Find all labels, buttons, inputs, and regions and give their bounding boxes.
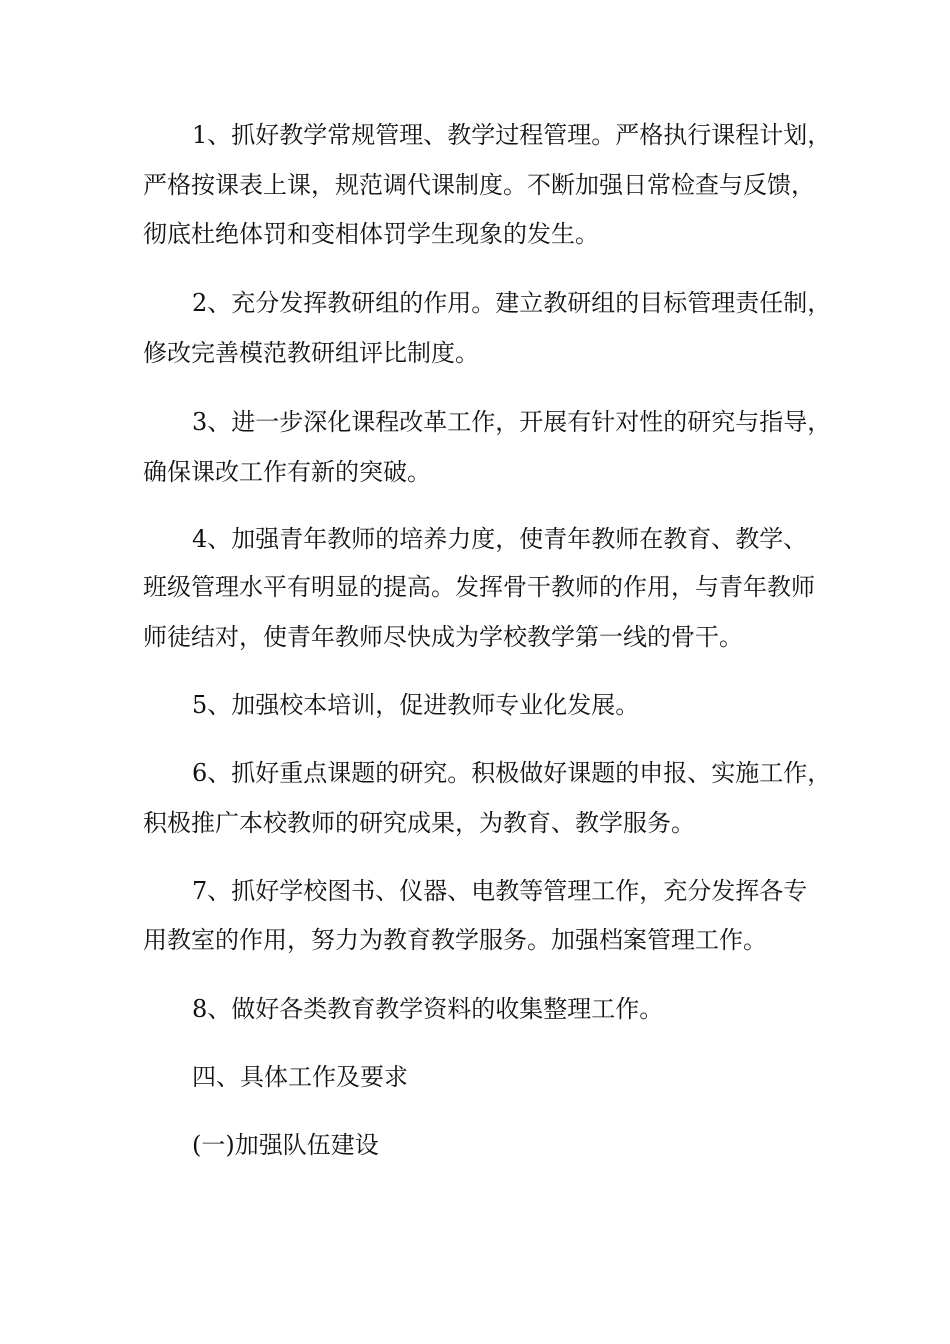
paragraph-7-line-1: 7、抓好学校图书、仪器、电教等管理工作，充分发挥各专 xyxy=(192,877,808,905)
paragraph-3-line-1: 3、进一步深化课程改革工作，开展有针对性的研究与指导， xyxy=(192,408,832,436)
paragraph-6-line-2: 积极推广本校教师的研究成果，为教育、教学服务。 xyxy=(143,809,695,837)
section-heading: 四、具体工作及要求 xyxy=(192,1063,408,1091)
paragraph-5-line-1: 5、加强校本培训，促进教师专业化发展。 xyxy=(192,691,640,719)
paragraph-1-line-1: 1、抓好教学常规管理、教学过程管理。严格执行课程计划， xyxy=(192,121,832,149)
subsection-heading: (一)加强队伍建设 xyxy=(192,1131,379,1159)
paragraph-7-line-2: 用教室的作用，努力为教育教学服务。加强档案管理工作。 xyxy=(143,926,767,954)
paragraph-8-line-1: 8、做好各类教育教学资料的收集整理工作。 xyxy=(192,995,664,1023)
paragraph-2-line-1: 2、充分发挥教研组的作用。建立教研组的目标管理责任制， xyxy=(192,289,832,317)
paragraph-2-line-2: 修改完善模范教研组评比制度。 xyxy=(143,339,479,367)
paragraph-1-line-3: 彻底杜绝体罚和变相体罚学生现象的发生。 xyxy=(143,220,599,248)
paragraph-4-line-2: 班级管理水平有明显的提高。发挥骨干教师的作用，与青年教师 xyxy=(143,573,815,601)
paragraph-1-line-2: 严格按课表上课，规范调代课制度。不断加强日常检查与反馈， xyxy=(143,171,815,199)
paragraph-4-line-3: 师徒结对，使青年教师尽快成为学校教学第一线的骨干。 xyxy=(143,623,743,651)
paragraph-4-line-1: 4、加强青年教师的培养力度，使青年教师在教育、教学、 xyxy=(192,525,808,553)
paragraph-3-line-2: 确保课改工作有新的突破。 xyxy=(143,458,431,486)
paragraph-6-line-1: 6、抓好重点课题的研究。积极做好课题的申报、实施工作， xyxy=(192,759,832,787)
